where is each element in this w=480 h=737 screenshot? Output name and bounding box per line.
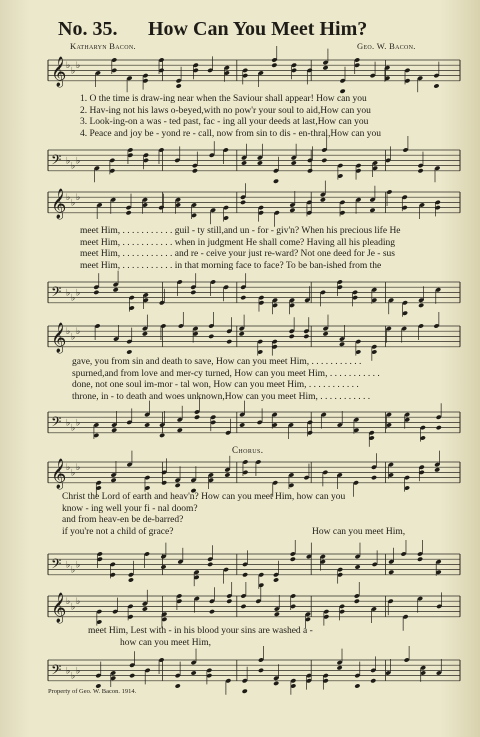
treble-staff-5 bbox=[0, 588, 480, 628]
svg-text:♭: ♭ bbox=[76, 288, 81, 299]
chorus-lyrics bbox=[62, 492, 345, 538]
verse-4-chorus-line: if you're not a child of grace? bbox=[62, 526, 174, 537]
svg-text:♭: ♭ bbox=[66, 156, 71, 167]
svg-text:♭: ♭ bbox=[66, 597, 71, 608]
composer-credit: Geo. W. Bacon. bbox=[357, 41, 416, 51]
lyricist-credit: Katharyn Bacon. bbox=[70, 41, 136, 51]
treble-staff-1 bbox=[0, 52, 480, 92]
treble-staff-3 bbox=[0, 318, 480, 358]
svg-text:♭: ♭ bbox=[76, 418, 81, 429]
svg-text:𝄞: 𝄞 bbox=[51, 188, 67, 219]
svg-text:𝄢: 𝄢 bbox=[51, 661, 62, 681]
verse-4-line: 4. Peace and joy be - yond re - call, now from sin to dis - en-thral,How can you bbox=[80, 128, 382, 139]
system-5-bass-lyric: how can you meet Him, bbox=[120, 638, 212, 648]
svg-text:♭: ♭ bbox=[66, 327, 71, 338]
verse-4-line: meet Him, . . . . . . . . . . . in that morning face to face? To be ban-ished from the bbox=[80, 260, 382, 271]
verse-1-line: 1. O the time is draw-ing near when the Saviour shall appear! How can you bbox=[80, 94, 367, 104]
svg-text:𝄞: 𝄞 bbox=[51, 322, 67, 353]
svg-text:♭: ♭ bbox=[71, 602, 76, 613]
svg-text:𝄢: 𝄢 bbox=[51, 151, 62, 171]
svg-text:𝄢: 𝄢 bbox=[51, 283, 62, 303]
svg-text:♭: ♭ bbox=[76, 666, 81, 677]
svg-text:♭: ♭ bbox=[71, 332, 76, 343]
verse-2-line: spurned,and from love and mer-cy turned, How can you meet Him, . . . . . . . . . . . bbox=[72, 368, 380, 379]
verse-lyrics-system-2 bbox=[80, 226, 401, 272]
svg-text:♭: ♭ bbox=[71, 198, 76, 209]
svg-text:♭: ♭ bbox=[76, 327, 81, 338]
svg-text:♭: ♭ bbox=[76, 193, 81, 204]
svg-text:♭: ♭ bbox=[76, 463, 81, 474]
bass-staff-3 bbox=[0, 404, 480, 444]
svg-text:♭: ♭ bbox=[71, 671, 76, 682]
chorus-main-line: Christ the Lord of earth and heav'n? How can you meet Him, how can you bbox=[62, 492, 346, 502]
verse-3-line: meet Him, . . . . . . . . . . . and re - ceive your just re-ward? Not one deed for Je - sus bbox=[80, 249, 395, 259]
svg-text:𝄢: 𝄢 bbox=[51, 555, 62, 575]
svg-text:♭: ♭ bbox=[76, 560, 81, 571]
treble-staff-4 bbox=[0, 454, 480, 494]
chorus-bass-lyric: How can you meet Him, bbox=[312, 527, 406, 537]
svg-text:♭: ♭ bbox=[76, 61, 81, 72]
svg-text:♭: ♭ bbox=[66, 666, 71, 677]
svg-text:𝄞: 𝄞 bbox=[51, 56, 67, 87]
svg-text:♭: ♭ bbox=[71, 293, 76, 304]
bass-staff-4 bbox=[0, 546, 480, 586]
svg-text:♭: ♭ bbox=[71, 468, 76, 479]
svg-text:♭: ♭ bbox=[71, 565, 76, 576]
verse-2-line: 2. Hav-ing not his laws o-beyed,with no pow'r your soul to aid,How can you bbox=[80, 105, 371, 116]
verse-1-line: gave, you from sin and death to save, How can you meet Him, . . . . . . . . . . . bbox=[72, 357, 362, 367]
hymn-number: No. 35. bbox=[58, 18, 118, 40]
svg-text:♭: ♭ bbox=[66, 288, 71, 299]
svg-text:𝄞: 𝄞 bbox=[51, 592, 67, 623]
chorus-label: Chorus. bbox=[232, 445, 264, 455]
svg-text:𝄢: 𝄢 bbox=[51, 413, 62, 433]
verse-lyrics-system-1 bbox=[80, 94, 381, 140]
verse-3-chorus-line: and from heav-en be de-barred? bbox=[62, 515, 184, 525]
svg-text:♭: ♭ bbox=[71, 423, 76, 434]
verse-1-line: meet Him, . . . . . . . . . . . guil - ty still,and un - for - giv'n? When his precious life He bbox=[80, 226, 401, 236]
verse-2-line: meet Him, . . . . . . . . . . . when in judgment He shall come? Having all his pleading bbox=[80, 237, 396, 248]
svg-text:♭: ♭ bbox=[66, 61, 71, 72]
verse-3-line: done, not one soul im-mor - tal won, How can you meet Him, . . . . . . . . . . . bbox=[72, 380, 359, 390]
bass-staff-5 bbox=[0, 652, 480, 692]
svg-text:♭: ♭ bbox=[66, 418, 71, 429]
bass-staff-1 bbox=[0, 142, 480, 182]
svg-text:𝄞: 𝄞 bbox=[51, 458, 67, 489]
verse-lyrics-system-3 bbox=[72, 357, 380, 403]
svg-text:♭: ♭ bbox=[76, 597, 81, 608]
hymn-title: How Can You Meet Him? bbox=[148, 18, 368, 40]
verse-4-line: throne, in - to death and woes unknown,How can you meet Him, . . . . . . . . . . . bbox=[72, 391, 371, 402]
svg-text:♭: ♭ bbox=[66, 463, 71, 474]
verse-2-chorus-line: know - ing well your fi - nal doom? bbox=[62, 503, 198, 514]
svg-text:♭: ♭ bbox=[71, 66, 76, 77]
svg-text:♭: ♭ bbox=[66, 193, 71, 204]
svg-text:♭: ♭ bbox=[76, 156, 81, 167]
copyright-footer: Property of Geo. W. Bacon. 1914. bbox=[48, 688, 137, 695]
system-5-lyric: meet Him, Lest with - in his blood your sins are washed a - bbox=[88, 626, 313, 636]
svg-text:♭: ♭ bbox=[66, 560, 71, 571]
verse-3-line: 3. Look-ing-on a was - ted past, fac - ing all your deeds at last,How can you bbox=[80, 117, 369, 127]
bass-staff-2 bbox=[0, 274, 480, 314]
svg-text:♭: ♭ bbox=[71, 161, 76, 172]
hymn-heading bbox=[58, 18, 458, 42]
treble-staff-2 bbox=[0, 184, 480, 224]
